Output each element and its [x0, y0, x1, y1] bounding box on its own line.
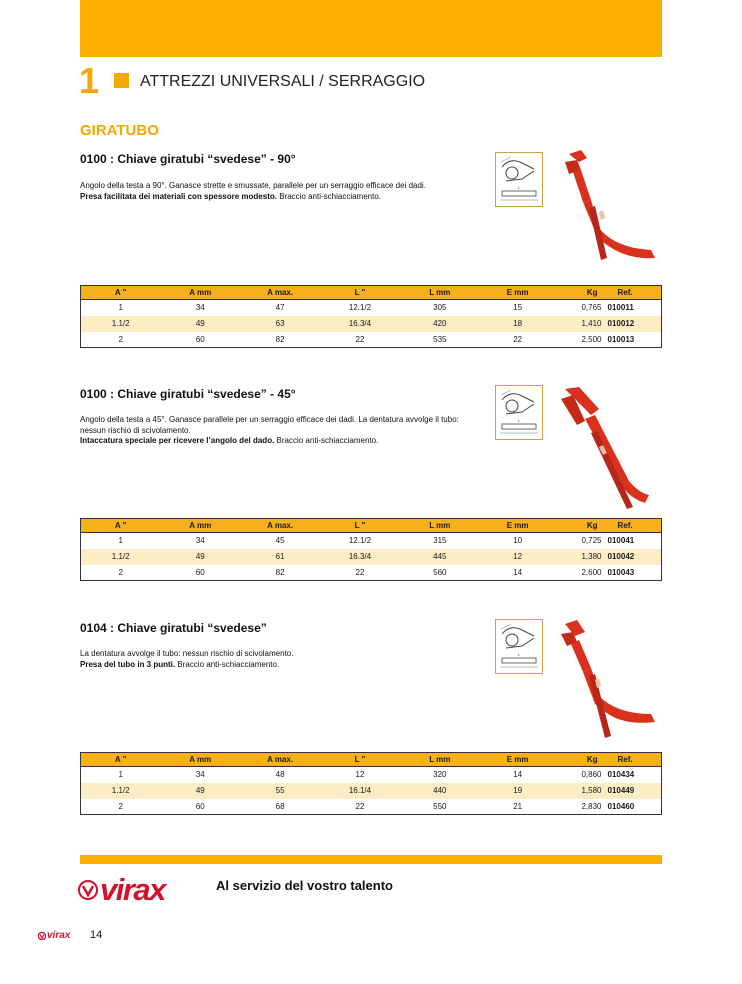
svg-text:L: L — [518, 418, 521, 423]
table-row: 1 34 45 12.1/2 315 10 0,725 010041 — [118, 536, 635, 546]
product-description — [80, 181, 460, 202]
chapter-number: 1 — [79, 60, 99, 101]
table-row: 1 34 47 12.1/2 305 15 0,765 010011 — [118, 303, 634, 313]
description-text: Angolo della testa a 90°. Ganasce strette e smussate, parallele per un serraggio efficace dei dadi. — [80, 181, 426, 190]
page-number: 14 — [90, 929, 103, 941]
dimension-diagram-icon — [495, 152, 543, 207]
table-row: 1 34 48 12 320 14 0,860 010434 — [118, 770, 635, 780]
spec-table — [80, 518, 662, 581]
small-virax-logo — [38, 930, 70, 941]
top-banner — [80, 0, 662, 57]
product-description — [80, 649, 460, 670]
description-bold: Intaccatura speciale per ricevere l’angolo del dado. — [80, 436, 275, 445]
pipe-wrench-45-icon — [555, 385, 665, 510]
product-title: 0100 : Chiave giratubi “svedese” - 90° — [80, 152, 296, 166]
table-row: 1.1/2 49 61 16.3/4 445 12 1,380 010042 — [81, 549, 662, 565]
description-tail: Braccio anti-schiacciamento. — [175, 659, 280, 669]
description-tail: Braccio anti-schiacciamento. — [274, 436, 379, 445]
dimension-diagram-icon — [495, 619, 543, 674]
tagline: Al servizio del vostro talento — [216, 878, 393, 893]
pipe-wrench-90-icon — [555, 148, 665, 278]
table-row: 1.1/2 49 63 16.3/4 420 18 1,410 010012 — [81, 316, 662, 332]
table-row: 2 60 82 22 560 14 2,600 010043 — [118, 567, 635, 577]
chapter-square-icon — [114, 73, 129, 88]
description-tail: Braccio anti-schiacciamento. — [276, 191, 382, 201]
table-row: 2 60 68 22 550 21 2,830 010460 — [118, 801, 635, 811]
table-header: A " A mm A max. L " L mm E mm Kg Ref. — [81, 753, 662, 767]
spec-table — [80, 285, 662, 348]
chapter-title: ATTREZZI UNIVERSALI / SERRAGGIO — [140, 73, 426, 90]
virax-emblem-small-icon — [38, 932, 46, 940]
description-text: Angolo della testa a 45°. Ganasce parallele per un serraggio efficace dei dadi. La dentatura avvolge il tubo: nessun rischio di scivolamento. — [80, 415, 459, 435]
table-header: A " A mm A max. L " L mm E mm Kg Ref. — [81, 519, 662, 533]
pipe-wrench-s-icon — [555, 618, 665, 748]
dimension-diagram-icon — [495, 385, 543, 440]
description-bold: Presa facilitata dei materiali con spessore modesto. — [80, 191, 277, 201]
table-row: 1.1/2 49 55 16.1/4 440 19 1,580 010449 — [81, 783, 662, 799]
description-bold: Presa del tubo in 3 punti. — [80, 659, 176, 669]
footer-band — [80, 855, 662, 864]
svg-text:L: L — [518, 185, 521, 190]
virax-emblem-icon — [78, 880, 98, 900]
table-row: 2 60 82 22 535 22 2,500 010013 — [118, 334, 635, 344]
description-text: La dentatura avvolge il tubo: nessun rischio di scivolamento. — [80, 649, 294, 658]
brand-name: virax — [100, 872, 165, 907]
small-brand-name: virax — [47, 930, 71, 941]
svg-text:L: L — [518, 652, 521, 657]
table-header: A " A mm A max. L " L mm E mm Kg Ref. — [81, 286, 662, 300]
section-title: GIRATUBO — [80, 122, 159, 139]
virax-logo — [78, 872, 165, 908]
spec-table — [80, 752, 662, 815]
product-title: 0104 : Chiave giratubi “svedese” — [80, 621, 267, 635]
product-description — [80, 415, 460, 447]
product-title: 0100 : Chiave giratubi “svedese” - 45° — [80, 387, 296, 401]
